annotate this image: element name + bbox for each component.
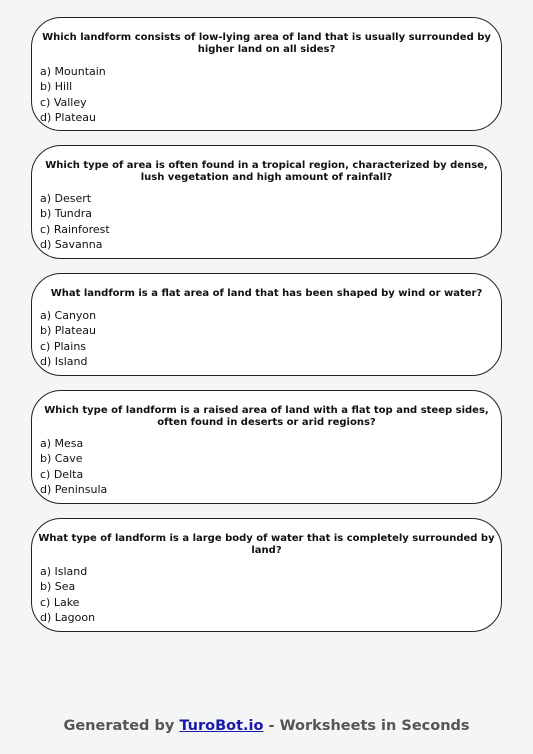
answer-option: b) Tundra [40, 207, 93, 221]
answer-option: d) Island [40, 354, 88, 368]
footer-prefix: Generated by [63, 718, 180, 734]
answer-option: b) Cave [40, 452, 83, 466]
question-card-5 [31, 518, 502, 632]
question-card-1 [31, 17, 502, 131]
answer-option: a) Mesa [40, 437, 84, 450]
answer-option: a) Mountain [40, 65, 106, 78]
question-text: What type of landform is a large body of water that is completely surrounded by land? [38, 533, 495, 556]
answer-options [40, 191, 110, 252]
answer-option: b) Plateau [40, 324, 96, 338]
answer-option: c) Rainforest [40, 222, 110, 236]
answer-option: a) Island [40, 565, 88, 578]
answer-option: c) Plains [40, 339, 87, 353]
answer-option: d) Plateau [40, 110, 96, 124]
footer-suffix: - Worksheets in Seconds [263, 718, 470, 734]
answer-option: c) Delta [40, 467, 84, 481]
answer-options [40, 308, 96, 369]
answer-option: b) Hill [40, 80, 73, 94]
answer-option: d) Savanna [40, 237, 103, 251]
answer-options [40, 564, 95, 625]
question-text: Which type of area is often found in a tropical region, characterized by dense, lush vegetation and high amount of rainfall? [45, 160, 488, 183]
question-card-4 [31, 390, 502, 504]
answer-option: d) Peninsula [40, 482, 108, 496]
answer-option: c) Valley [40, 95, 87, 109]
question-text: Which type of landform is a raised area of land with a flat top and steep sides, often found in deserts or arid regions? [44, 405, 489, 428]
answer-option: d) Lagoon [40, 610, 96, 624]
answer-options [40, 64, 106, 125]
question-card-3 [31, 273, 502, 376]
answer-option: a) Canyon [40, 309, 97, 322]
answer-option: c) Lake [40, 595, 80, 609]
question-text: What landform is a flat area of land that has been shaped by wind or water? [50, 288, 483, 299]
answer-option: a) Desert [40, 192, 92, 205]
answer-option: b) Sea [40, 580, 76, 594]
answer-options [40, 436, 107, 497]
footer-credit [0, 718, 533, 734]
question-card-2 [31, 145, 502, 259]
question-text: Which landform consists of low-lying area of land that is usually surrounded by higher land on all sides? [42, 32, 491, 55]
turobot-link[interactable]: TuroBot.io [179, 718, 264, 734]
